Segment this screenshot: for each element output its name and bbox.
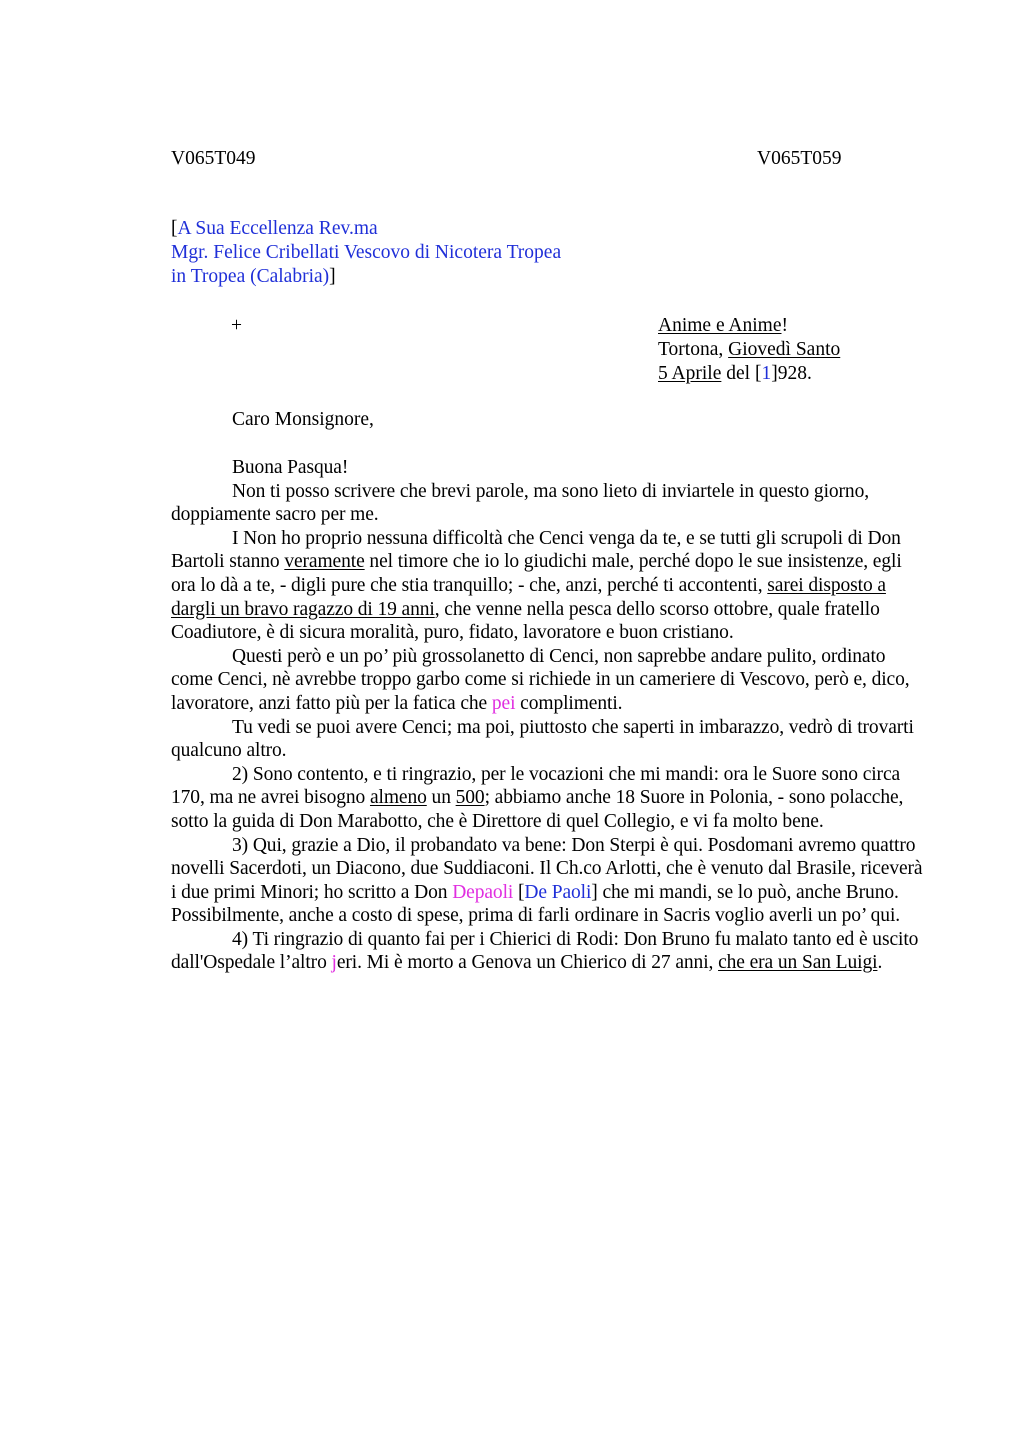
p7-text-a: 3) Qui, grazie a Dio, il probandato va bene: Don Sterpi è qui. Posdomani avremo quattro novelli Sacerdoti, un Diacono, due Suddiaconi. Il Ch.co Arlotti, che è venuto dal Brasile, riceverà i due primi Minori; ho scritto a Don: [171, 834, 923, 903]
ref-code-right: V065T059: [757, 148, 842, 169]
p7-text-e: ] che mi mandi, se lo può, anche Bruno. Possibilmente, anche a costo di spese, prima di farli ordinare in Sacris voglio averli un po’ qui.: [171, 881, 901, 927]
p3-text-a: I Non ho proprio nessuna difficoltà che Cenci venga da te, e se tutti gli scrupoli di Don Bartoli stanno: [171, 527, 901, 573]
paragraph-7: [171, 834, 923, 928]
paragraph-6: [171, 763, 923, 834]
p3-underline-1: veramente: [284, 551, 365, 573]
p4-text-a: Questi però e un po’ più grossolanetto di Cenci, non saprebbe andare pulito, ordinato come Cenci, nè avrebbe troppo garbo come si richiede in un cameriere di Vescovo, però e, dico, lavoratore, anzi fatto più per la fatica che: [171, 645, 910, 714]
letter-body: [171, 456, 923, 975]
p8-text-a: 4) Ti ringrazio di quanto fai per i Chierici di Rodi: Don Bruno fu malato tanto ed è uscito dall'Ospedale l’altro: [171, 928, 919, 974]
p6-underline-1: almeno: [369, 787, 427, 809]
p8-text-c: eri. Mi è morto a Genova un Chierico di 27 anni,: [336, 952, 719, 974]
paragraph-8: [171, 928, 923, 975]
p3-text-c: nel timore che io lo giudichi male, perché dopo le sue insistenze, egli ora lo dà a te, - digli pure che stia tranquillo; - che, anzi, perché ti accontenti,: [171, 551, 902, 596]
p6-text-e: ; abbiamo anche 18 Suore in Polonia, - sono polacche, sotto la guida di Don Marabotto, che è Direttore di quel Collegio, e vi fa molto bene.: [171, 787, 904, 832]
greeting: Caro Monsignore,: [232, 409, 374, 430]
p4-highlight: pei: [491, 692, 516, 714]
address-line-3: in Tropea (Calabria): [171, 266, 330, 287]
bracket-close: ]: [329, 266, 336, 287]
p3-text-e: , che venne nella pesca dello scorso ottobre, quale fratello Coadiutore, è di sicura moralità, puro, fidato, lavoratore e buon cristiano.: [171, 598, 880, 644]
year-post: ]928.: [771, 363, 812, 384]
p7-highlight: Depaoli: [452, 881, 514, 903]
paragraph-1: Buona Pasqua!: [232, 457, 349, 478]
address-line-2: Mgr. Felice Cribellati Vescovo di Nicotera Tropea: [171, 242, 562, 263]
p6-text-a: 2) Sono contento, e ti ringrazio, per le vocazioni che mi mandi: ora le Suore sono circa 170, ma ne avrei bisogno: [171, 763, 901, 809]
paragraph-2: Non ti posso scrivere che brevi parole, ma sono lieto di inviartele in questo giorno, doppiamente sacro per me.: [171, 480, 870, 526]
cross-symbol: +: [231, 315, 242, 336]
paragraph-4: [171, 645, 923, 716]
p7-text-c: [: [513, 881, 525, 903]
place: Tortona,: [658, 339, 729, 360]
address-block: [171, 217, 561, 289]
p3-underline-2: sarei disposto a dargli un bravo ragazzo di 19 anni: [171, 574, 886, 620]
motto: Anime e Anime: [658, 315, 782, 336]
p7-correction: De Paoli: [524, 881, 592, 903]
date: 5 Aprile: [658, 363, 722, 384]
p4-text-c: complimenti.: [515, 692, 623, 714]
p8-highlight: j: [331, 952, 337, 974]
motto-end: !: [781, 315, 788, 336]
p8-text-e: .: [877, 952, 883, 974]
address-line-1: A Sua Eccellenza Rev.ma: [177, 218, 378, 239]
dateline-block: [658, 314, 840, 386]
year-fix: 1: [761, 363, 772, 384]
p6-underline-2: 500: [455, 787, 485, 809]
p8-underline: che era un San Luigi: [718, 952, 878, 974]
p6-text-c: un: [426, 787, 456, 809]
paragraph-3: [171, 527, 923, 645]
day: Giovedì Santo: [728, 339, 841, 360]
ref-code-left: V065T049: [171, 148, 256, 169]
year-pre: del [: [721, 363, 762, 384]
paragraph-5: Tu vedi se puoi avere Cenci; ma poi, piuttosto che saperti in imbarazzo, vedrò di trovarti qualcuno altro.: [171, 716, 914, 762]
bracket-open: [: [171, 218, 178, 239]
